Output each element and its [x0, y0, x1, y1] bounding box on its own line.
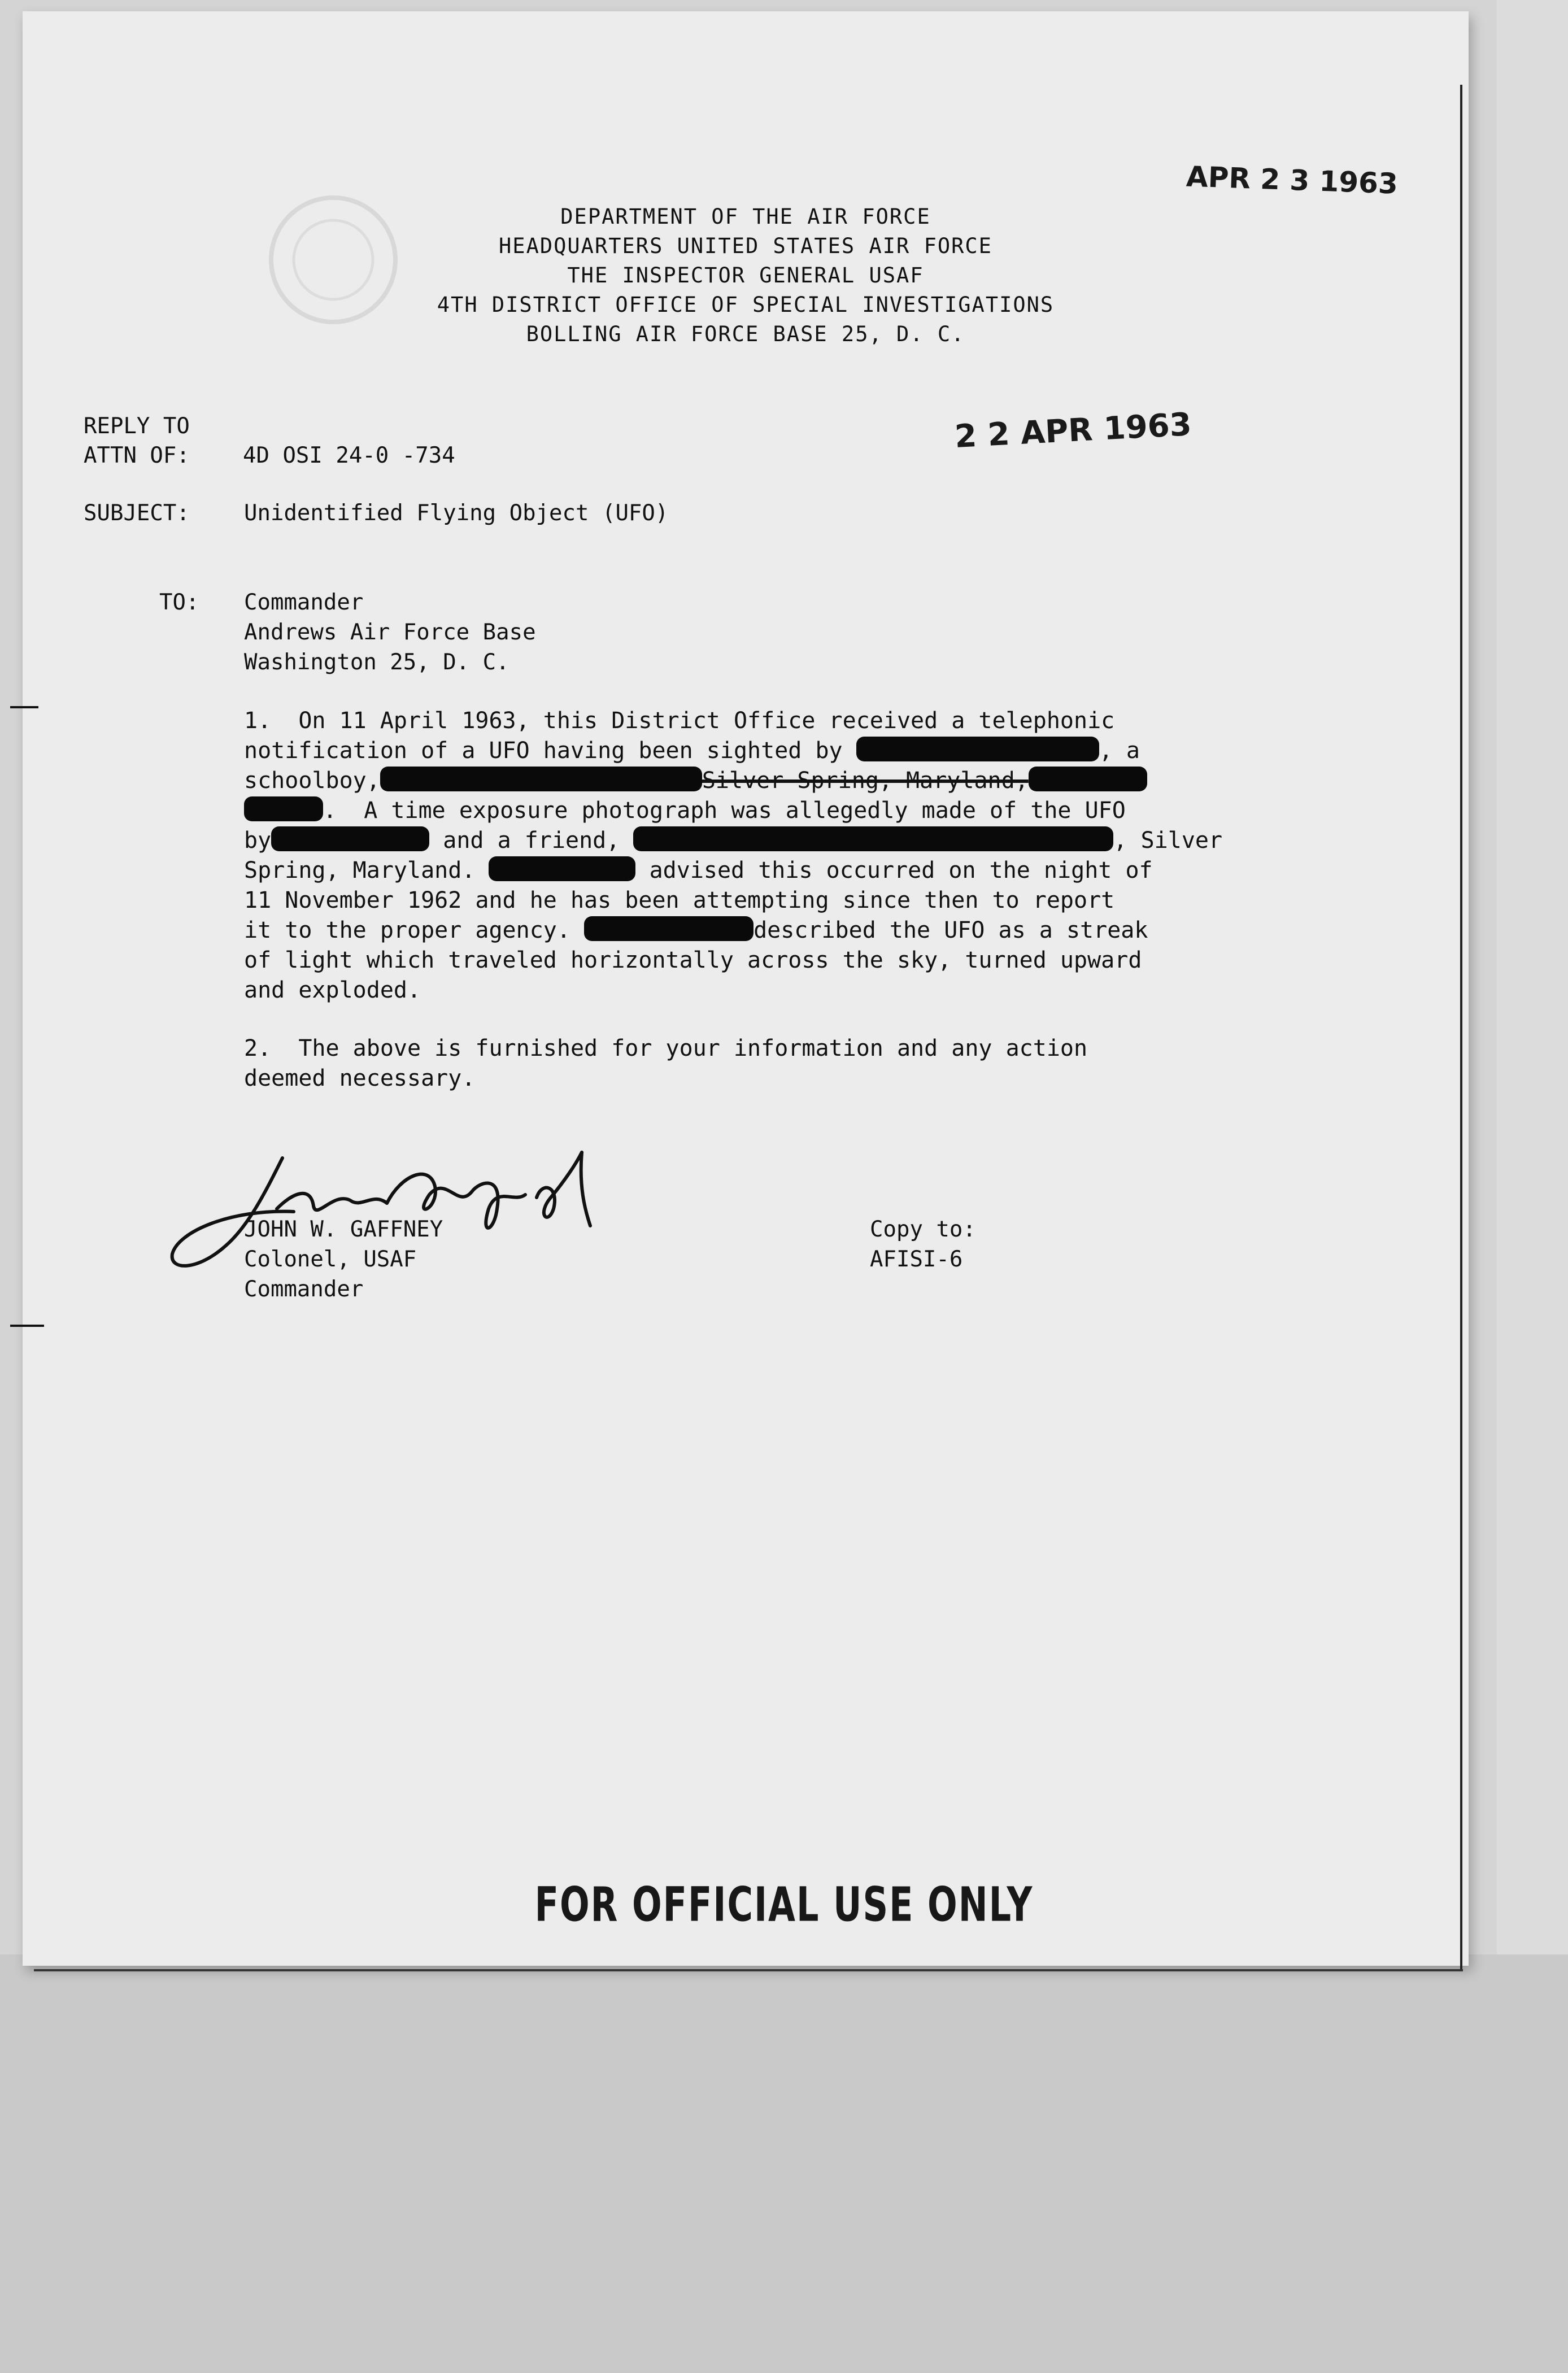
- p1-line-3: [244, 766, 1278, 796]
- letterhead-line-3: THE INSPECTOR GENERAL USAF: [567, 263, 924, 288]
- redaction: [1029, 767, 1147, 791]
- attn-of-label: ATTN OF:: [84, 443, 190, 468]
- addressee-line-2: Andrews Air Force Base: [244, 620, 536, 645]
- p1-line-2-text: notification of a UFO having been sighted by: [244, 738, 856, 764]
- paragraph-2: [244, 1034, 1278, 1094]
- p2-line-2: deemed necessary.: [244, 1065, 476, 1091]
- p2-line-1: 2. The above is furnished for your information and any action: [244, 1035, 1088, 1061]
- to-label: TO:: [159, 590, 199, 615]
- letterhead-line-4: 4TH DISTRICT OFFICE OF SPECIAL INVESTIGATIONS: [437, 293, 1055, 317]
- p1-line-6: [244, 856, 1278, 886]
- scan-background-edge: [1497, 0, 1568, 1954]
- p1-line-9: of light which traveled horizontally across the sky, turned upward: [244, 947, 1142, 973]
- page-edge-bottom: [34, 1969, 1463, 1971]
- page-edge-right: [1460, 85, 1462, 1971]
- reply-to-label: REPLY TO: [84, 413, 190, 439]
- redaction: [489, 856, 635, 881]
- p1-line-8-text: it to the proper agency.: [244, 917, 585, 943]
- letterhead-line-1: DEPARTMENT OF THE AIR FORCE: [560, 204, 931, 229]
- signer-title: Commander: [244, 1277, 364, 1302]
- p1-line-7: 11 November 1962 and he has been attempting since then to report: [244, 887, 1115, 913]
- signer-name: JOHN W. GAFFNEY: [244, 1217, 443, 1242]
- letterhead-line-5: BOLLING AIR FORCE BASE 25, D. C.: [526, 322, 965, 346]
- subject-value: Unidentified Flying Object (UFO): [244, 500, 669, 526]
- scan-background-strip: [0, 1954, 1568, 2373]
- redaction: [856, 737, 1099, 761]
- letterhead-line-2: HEADQUARTERS UNITED STATES AIR FORCE: [499, 234, 992, 258]
- addressee-line-1: Commander: [244, 590, 364, 615]
- p1-line-8: [244, 916, 1278, 946]
- letter-date-stamp: 2 2 APR 1963: [953, 406, 1193, 455]
- letterhead: [0, 202, 1491, 349]
- p1-line-5-mid: and a friend,: [429, 828, 634, 854]
- margin-tick-1: [10, 706, 38, 708]
- attn-of-value: 4D OSI 24-0 -734: [243, 443, 455, 468]
- p1-line-4: [244, 796, 1278, 826]
- paragraph-1: [244, 706, 1278, 1005]
- redaction: [584, 916, 753, 941]
- received-date-stamp: APR 2 3 1963: [1186, 160, 1399, 201]
- p1-line-5-text: by: [244, 828, 272, 854]
- p1-line-6-text: Spring, Maryland.: [244, 857, 489, 883]
- redaction: [633, 826, 1113, 851]
- subject-label: SUBJECT:: [84, 500, 190, 526]
- p1-line-5: [244, 826, 1278, 856]
- redaction: [271, 826, 429, 851]
- margin-tick-2: [10, 1325, 44, 1327]
- p1-line-2: [244, 736, 1278, 766]
- copy-to-label: Copy to:: [870, 1217, 976, 1242]
- p1-line-5-end: , Silver: [1113, 828, 1223, 854]
- copy-to-value: AFISI-6: [870, 1247, 963, 1272]
- p1-line-3-place: Silver Spring, Maryland,: [702, 768, 1029, 794]
- p1-line-10: and exploded.: [244, 977, 421, 1003]
- p1-line-1: 1. On 11 April 1963, this District Office received a telephonic: [244, 708, 1115, 734]
- addressee-line-3: Washington 25, D. C.: [244, 650, 509, 675]
- p1-line-8-end: described the UFO as a streak: [753, 917, 1148, 943]
- p1-line-6-end: advised this occurred on the night of: [635, 857, 1153, 883]
- signer-rank: Colonel, USAF: [244, 1247, 417, 1272]
- p1-line-3-text: schoolboy,: [244, 768, 380, 794]
- p1-line-4-text: . A time exposure photograph was allegedly made of the UFO: [323, 798, 1126, 824]
- redaction: [380, 767, 702, 791]
- p1-line-2-end: , a: [1099, 738, 1140, 764]
- official-use-marking: FOR OFFICIAL USE ONLY: [534, 1876, 1034, 1932]
- redaction: [244, 796, 323, 821]
